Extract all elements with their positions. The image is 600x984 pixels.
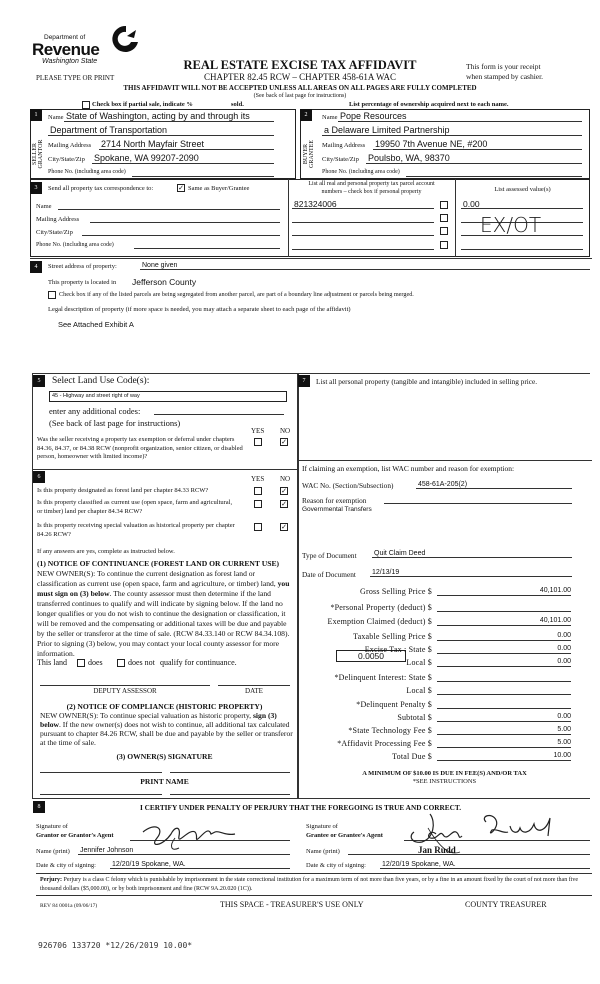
deputy-date-line[interactable] xyxy=(218,685,290,686)
seller-name-label: Name xyxy=(48,114,64,121)
divider xyxy=(32,373,590,374)
divider xyxy=(36,895,592,896)
buyer-side-label: BUYER GRANTEE xyxy=(303,140,315,168)
amount-label: Gross Selling Price $ xyxy=(360,587,432,596)
notice-text: . The county assessor must then determine if the land transferred continues to qualify and will indicate by signing below. If the land no longer qualifies or you do not wish to continue the designation or classification, it will be removed and the compensating or additional taxes will be due and payable by the seller or transferor at the time of sale. (RCW 84.33.140 or RCW 84.34.108). Prior to signing (3) below, you may contact your local county assessor for more information. xyxy=(37,589,290,658)
seller-name-field[interactable]: State of Washington, acting by and through its xyxy=(64,111,274,122)
notice-bold: sign (3) below xyxy=(40,711,277,729)
exemption-yes-checkbox[interactable] xyxy=(254,438,262,446)
notice-continuance-text xyxy=(37,569,293,659)
grantor-date-field[interactable]: 12/20/19 Spokane, WA. xyxy=(110,859,290,869)
no-header: NO xyxy=(280,475,291,483)
historic-no-checkbox[interactable]: ✓ xyxy=(281,523,287,531)
divider xyxy=(32,373,33,798)
corr-name-field[interactable] xyxy=(58,200,280,210)
see-back-instructions: (See back of last page for instructions) xyxy=(49,418,181,428)
parcel-number-field[interactable] xyxy=(292,213,434,223)
chapter-line: CHAPTER 82.45 RCW – CHAPTER 458-61A WAC xyxy=(204,72,396,82)
doc-type-label: Type of Document xyxy=(302,551,357,560)
current-use-yes-checkbox[interactable] xyxy=(254,500,262,508)
personal-property-note: List all personal property (tangible and intangible) included in selling price. xyxy=(316,377,538,386)
owner-signature-line[interactable] xyxy=(170,772,290,773)
does-label: does xyxy=(88,658,103,667)
parcel-header-2: numbers – check box if personal property xyxy=(321,189,422,195)
assessed-value-field[interactable] xyxy=(461,240,583,250)
form-revision: REV 84 0001a (09/06/17) xyxy=(40,903,98,909)
deputy-signature-line[interactable] xyxy=(40,685,210,686)
divider xyxy=(30,258,592,259)
partial-sale-label: Check box if partial sale, indicate % xyxy=(92,101,193,108)
amount-label: *Affidavit Processing Fee $ xyxy=(337,739,432,748)
yes-header: YES xyxy=(251,427,265,435)
corr-phone-field[interactable] xyxy=(134,239,280,249)
amount-label: Exemption Claimed (deduct) $ xyxy=(327,617,432,626)
seller-side-label: SELLER GRANTOR xyxy=(32,139,44,169)
street-address-field[interactable]: None given xyxy=(140,260,590,270)
local-rate-box[interactable]: 0.0050 xyxy=(336,650,406,662)
parcel-header: List all real and personal property tax parcel account xyxy=(308,181,435,187)
current-use-question: Is this property classified as current use (open space, farm and agricultural, or timber) land per chapter 84.34 RCW? xyxy=(37,499,233,515)
amount-label: Local $ xyxy=(406,686,432,695)
corr-name-label: Name xyxy=(36,203,52,210)
corr-mailing-field[interactable] xyxy=(90,213,280,223)
amount-field[interactable]: 0.00 xyxy=(437,644,571,654)
historic-yes-checkbox[interactable] xyxy=(254,523,262,531)
amount-field[interactable] xyxy=(437,685,571,695)
personal-property-checkbox[interactable] xyxy=(440,227,448,235)
seller-city-field[interactable]: Spokane, WA 99207-2090 xyxy=(92,153,274,164)
section-number: 3 xyxy=(30,182,42,194)
parcel-number-field[interactable] xyxy=(292,240,434,250)
reason-value: Governmental Transfers xyxy=(302,506,372,513)
divider xyxy=(32,798,590,799)
grantee-sig-label-2: Grantee or Grantee's Agent xyxy=(306,832,383,839)
notice-text: . If the new owner(s) does not wish to continue, all additional tax calculated pursuant to chapter 84.26 RCW, shall be due and payable by the seller or transferor at the time of sale. xyxy=(40,720,293,747)
section-number: 7 xyxy=(298,375,310,387)
buyer-city-label: City/State/Zip xyxy=(322,156,359,163)
parcel-number-field[interactable]: 821324006 xyxy=(292,199,434,209)
buyer-phone-field[interactable] xyxy=(406,166,582,177)
segregated-checkbox[interactable] xyxy=(48,291,56,299)
exemption-question: Was the seller receiving a property tax exemption or deferral under chapters 84.36, 84.37, or 84.38 RCW (nonprofit organization, senior citizen, or disabled person, homeowner with limited income)? xyxy=(37,436,243,460)
personal-property-checkbox[interactable] xyxy=(440,214,448,222)
grantor-sig-label-1: Signature of xyxy=(36,823,68,830)
owner-signature-label: (3) OWNER(S) SIGNATURE xyxy=(116,752,213,761)
warning: THIS AFFIDAVIT WILL NOT BE ACCEPTED UNLESS ALL AREAS ON ALL PAGES ARE FULLY COMPLETED xyxy=(123,84,477,92)
county-treasurer-label: COUNTY TREASURER xyxy=(465,900,547,909)
notice-bold: you must sign on (3) below xyxy=(37,579,290,598)
grantor-sig-label-2: Grantor or Grantor's Agent xyxy=(36,832,114,839)
print-name-line[interactable] xyxy=(40,794,162,795)
logo-line3: Washington State xyxy=(42,58,98,65)
grantee-name-field[interactable]: Jan Rudd xyxy=(348,845,590,855)
section-number: 1 xyxy=(30,109,42,121)
buyer-name-field[interactable]: Pope Resources xyxy=(338,111,582,122)
notice-compliance-text xyxy=(40,711,295,747)
does-checkbox[interactable] xyxy=(77,659,85,667)
buyer-mailing-label: Mailing Address xyxy=(322,142,366,149)
perjury-bold: Perjury: xyxy=(40,877,62,883)
street-address-label: Street address of property: xyxy=(48,263,117,270)
if-yes-note: If any answers are yes, complete as instructed below. xyxy=(37,548,175,555)
exemption-no-checkbox[interactable]: ✓ xyxy=(281,438,287,446)
does-not-label: does not xyxy=(128,658,155,667)
handwritten-annotation: EX/OT xyxy=(480,213,542,237)
amount-field[interactable]: 0.00 xyxy=(437,631,571,641)
partial-sale-checkbox[interactable] xyxy=(82,101,90,109)
seller-name-field-2[interactable]: Department of Transportation xyxy=(48,125,274,136)
buyer-name-label: Name xyxy=(322,114,338,121)
perjury-text: Perjury is a class C felony which is punishable by imprisonment in the state correctional institution for a maximum term of not more than five years, or by a fine in an amount fixed by the court of not more than five thousand dollars ($5,000.00), or by both imprisonment and fine (RCW 9A.20.020 (1C)). xyxy=(40,877,579,892)
see-back-note: (See back of last page for instructions) xyxy=(253,93,347,99)
ownership-note: List percentage of ownership acquired next to each name. xyxy=(349,101,509,108)
amount-label: Excise Tax : State $ xyxy=(364,645,432,654)
perjury-notice xyxy=(40,876,592,894)
amount-field[interactable]: 0.00 xyxy=(437,657,571,667)
seller-city-label: City/State/Zip xyxy=(48,156,85,163)
seller-phone-field[interactable] xyxy=(132,166,274,177)
buyer-mailing-field[interactable]: 19950 7th Avenue NE, #200 xyxy=(373,139,582,150)
please-type: PLEASE TYPE OR PRINT xyxy=(36,74,115,82)
segregated-label: Check box if any of the listed parcels are being segregated from another parcel, are part of a boundary line adjustment or parcels being merged. xyxy=(59,291,414,298)
grantee-date-field[interactable]: 12/20/19 Spokane, WA. xyxy=(380,859,590,869)
section-number: 2 xyxy=(300,109,312,121)
amount-field[interactable]: 5.00 xyxy=(437,738,571,748)
amount-field[interactable] xyxy=(437,602,571,612)
land-use-code-select[interactable]: 45 - Highway and street right of way xyxy=(49,391,287,402)
seller-mailing-field[interactable]: 2714 North Mayfair Street xyxy=(99,139,274,150)
amount-field[interactable]: 10.00 xyxy=(437,751,571,761)
personal-property-checkbox[interactable] xyxy=(440,201,448,209)
form-title: REAL ESTATE EXCISE TAX AFFIDAVIT xyxy=(183,58,417,72)
divider xyxy=(32,469,297,470)
deputy-assessor-label: DEPUTY ASSESSOR xyxy=(93,687,157,695)
parcel-number-field[interactable] xyxy=(292,226,434,236)
buyer-city-field[interactable]: Poulsbo, WA, 98370 xyxy=(366,153,582,164)
wac-label: WAC No. (Section/Subsection) xyxy=(302,481,394,490)
amount-field[interactable] xyxy=(437,672,571,682)
section-number: 8 xyxy=(33,801,45,813)
doc-type-field[interactable]: Quit Claim Deed xyxy=(372,548,572,558)
receipt-note-2: when stamped by cashier. xyxy=(466,72,544,81)
seller-phone-label: Phone No. (including area code) xyxy=(48,169,126,175)
owner-signature-line[interactable] xyxy=(40,772,162,773)
notice-text: NEW OWNER(S): To continue special valuation as historic property, xyxy=(40,711,252,720)
amount-label: Subtotal $ xyxy=(397,713,432,722)
buyer-phone-label: Phone No. (including area code) xyxy=(322,169,400,175)
doc-date-field[interactable]: 12/13/19 xyxy=(370,567,572,577)
same-as-buyer-checkbox[interactable]: ✓ xyxy=(178,184,184,192)
divider xyxy=(297,460,592,461)
corr-city-label: City/State/Zip xyxy=(36,229,73,236)
qualify-label: qualify for continuance. xyxy=(160,658,237,667)
land-use-title: Select Land Use Code(s): xyxy=(52,376,150,386)
amount-field[interactable] xyxy=(437,699,571,709)
yes-header: YES xyxy=(251,475,265,483)
see-instructions-note: *SEE INSTRUCTIONS xyxy=(412,778,477,785)
amount-label: *Personal Property (deduct) $ xyxy=(330,603,432,612)
date-label: DATE xyxy=(245,687,263,695)
amount-field[interactable]: 0.00 xyxy=(437,712,571,722)
county-value: Jefferson County xyxy=(132,277,197,287)
amount-label: Total Due $ xyxy=(392,752,432,761)
reason-label: Reason for exemption xyxy=(302,496,367,505)
notice-compliance-title: (2) NOTICE OF COMPLIANCE (HISTORIC PROPERTY) xyxy=(66,702,263,711)
logo-line1: Department of xyxy=(44,34,86,41)
divider xyxy=(297,373,299,798)
this-land-label: This land xyxy=(37,658,67,667)
grantee-sig-label-1: Signature of xyxy=(306,823,338,830)
wac-field[interactable]: 458-61A-205(2) xyxy=(416,479,572,489)
assessed-header: List assessed value(s) xyxy=(494,186,551,193)
forest-no-checkbox[interactable]: ✓ xyxy=(281,487,287,495)
additional-codes-label: enter any additional codes: xyxy=(49,406,141,416)
amount-field[interactable]: 40,101.00 xyxy=(437,616,571,626)
amount-label: *Delinquent Penalty $ xyxy=(356,700,432,709)
legal-description-value[interactable]: See Attached Exhibit A xyxy=(58,320,134,329)
no-header: NO xyxy=(280,427,291,435)
current-use-no-checkbox[interactable]: ✓ xyxy=(281,500,287,508)
seller-mailing-label: Mailing Address xyxy=(48,142,92,149)
logo-line2: Revenue xyxy=(32,40,100,59)
forest-land-question: Is this property designated as forest land per chapter 84.33 RCW? xyxy=(37,487,209,494)
section-number: 6 xyxy=(33,471,45,483)
grantor-name-label: Name (print) xyxy=(36,848,70,855)
forest-yes-checkbox[interactable] xyxy=(254,487,262,495)
amount-label: *Delinquent Interest: State $ xyxy=(334,673,432,682)
grantor-date-label: Date & city of signing: xyxy=(36,862,96,869)
section-number: 4 xyxy=(30,261,42,273)
notice-text: NEW OWNER(S): To continue the current designation as forest land or classification as current use (open space, farm and agriculture, or timber) land, xyxy=(37,569,276,588)
amount-label: Taxable Selling Price $ xyxy=(353,632,432,641)
amount-label: *State Technology Fee $ xyxy=(348,726,432,735)
divider xyxy=(36,873,592,874)
grantee-name-label: Name (print) xyxy=(306,848,340,855)
additional-codes-field[interactable] xyxy=(154,405,284,415)
logo-swirl-icon xyxy=(112,24,140,54)
located-in-label: This property is located in xyxy=(48,279,117,286)
print-name-label: PRINT NAME xyxy=(140,777,189,786)
corr-city-field[interactable] xyxy=(82,226,280,236)
corr-phone-label: Phone No. (including area code) xyxy=(36,242,114,248)
send-correspondence-label: Send all property tax correspondence to: xyxy=(48,185,154,192)
certify-statement: I CERTIFY UNDER PENALTY OF PERJURY THAT THE FOREGOING IS TRUE AND CORRECT. xyxy=(140,803,462,812)
amount-field[interactable]: 40,101.00 xyxy=(437,586,571,596)
corr-mailing-label: Mailing Address xyxy=(36,216,80,223)
grantee-date-label: Date & city of signing: xyxy=(306,862,366,869)
does-not-checkbox[interactable] xyxy=(117,659,125,667)
legal-description-label: Legal description of property (if more space is needed, you may attach a separate sheet to each page of the affidavit) xyxy=(48,306,351,313)
personal-property-checkbox[interactable] xyxy=(440,241,448,249)
print-name-line[interactable] xyxy=(170,794,290,795)
minimum-due-note: A MINIMUM OF $10.00 IS DUE IN FEE(S) AND/OR TAX xyxy=(362,770,527,777)
amount-label: Local $ xyxy=(406,658,432,667)
partial-sold-label: sold. xyxy=(231,101,244,108)
section-number: 5 xyxy=(33,375,45,387)
historic-question: Is this property receiving special valuation as historical property per chapter 84.26 RCW? xyxy=(37,522,235,538)
buyer-name-field-2[interactable]: a Delaware Limited Partnership xyxy=(322,125,582,136)
notice-continuance-title: (1) NOTICE OF CONTINUANCE (FOREST LAND OR CURRENT USE) xyxy=(37,559,280,568)
grantor-name-field[interactable]: Jennifer Johnson xyxy=(78,845,290,855)
treasurer-space-label: THIS SPACE - TREASURER'S USE ONLY xyxy=(220,900,364,909)
reason-field[interactable] xyxy=(384,494,572,504)
receipt-note-1: This form is your receipt xyxy=(466,62,541,71)
assessed-value-field[interactable]: 0.00 xyxy=(461,199,583,209)
amount-field[interactable]: 5.00 xyxy=(437,725,571,735)
exemption-label: If claiming an exemption, list WAC number and reason for exemption: xyxy=(302,464,515,473)
same-as-buyer-label: Same as Buyer/Grantee xyxy=(188,185,250,192)
doc-date-label: Date of Document xyxy=(302,570,356,579)
receipt-stamp: 926706 133720 *12/26/2019 10.00* xyxy=(38,941,193,950)
